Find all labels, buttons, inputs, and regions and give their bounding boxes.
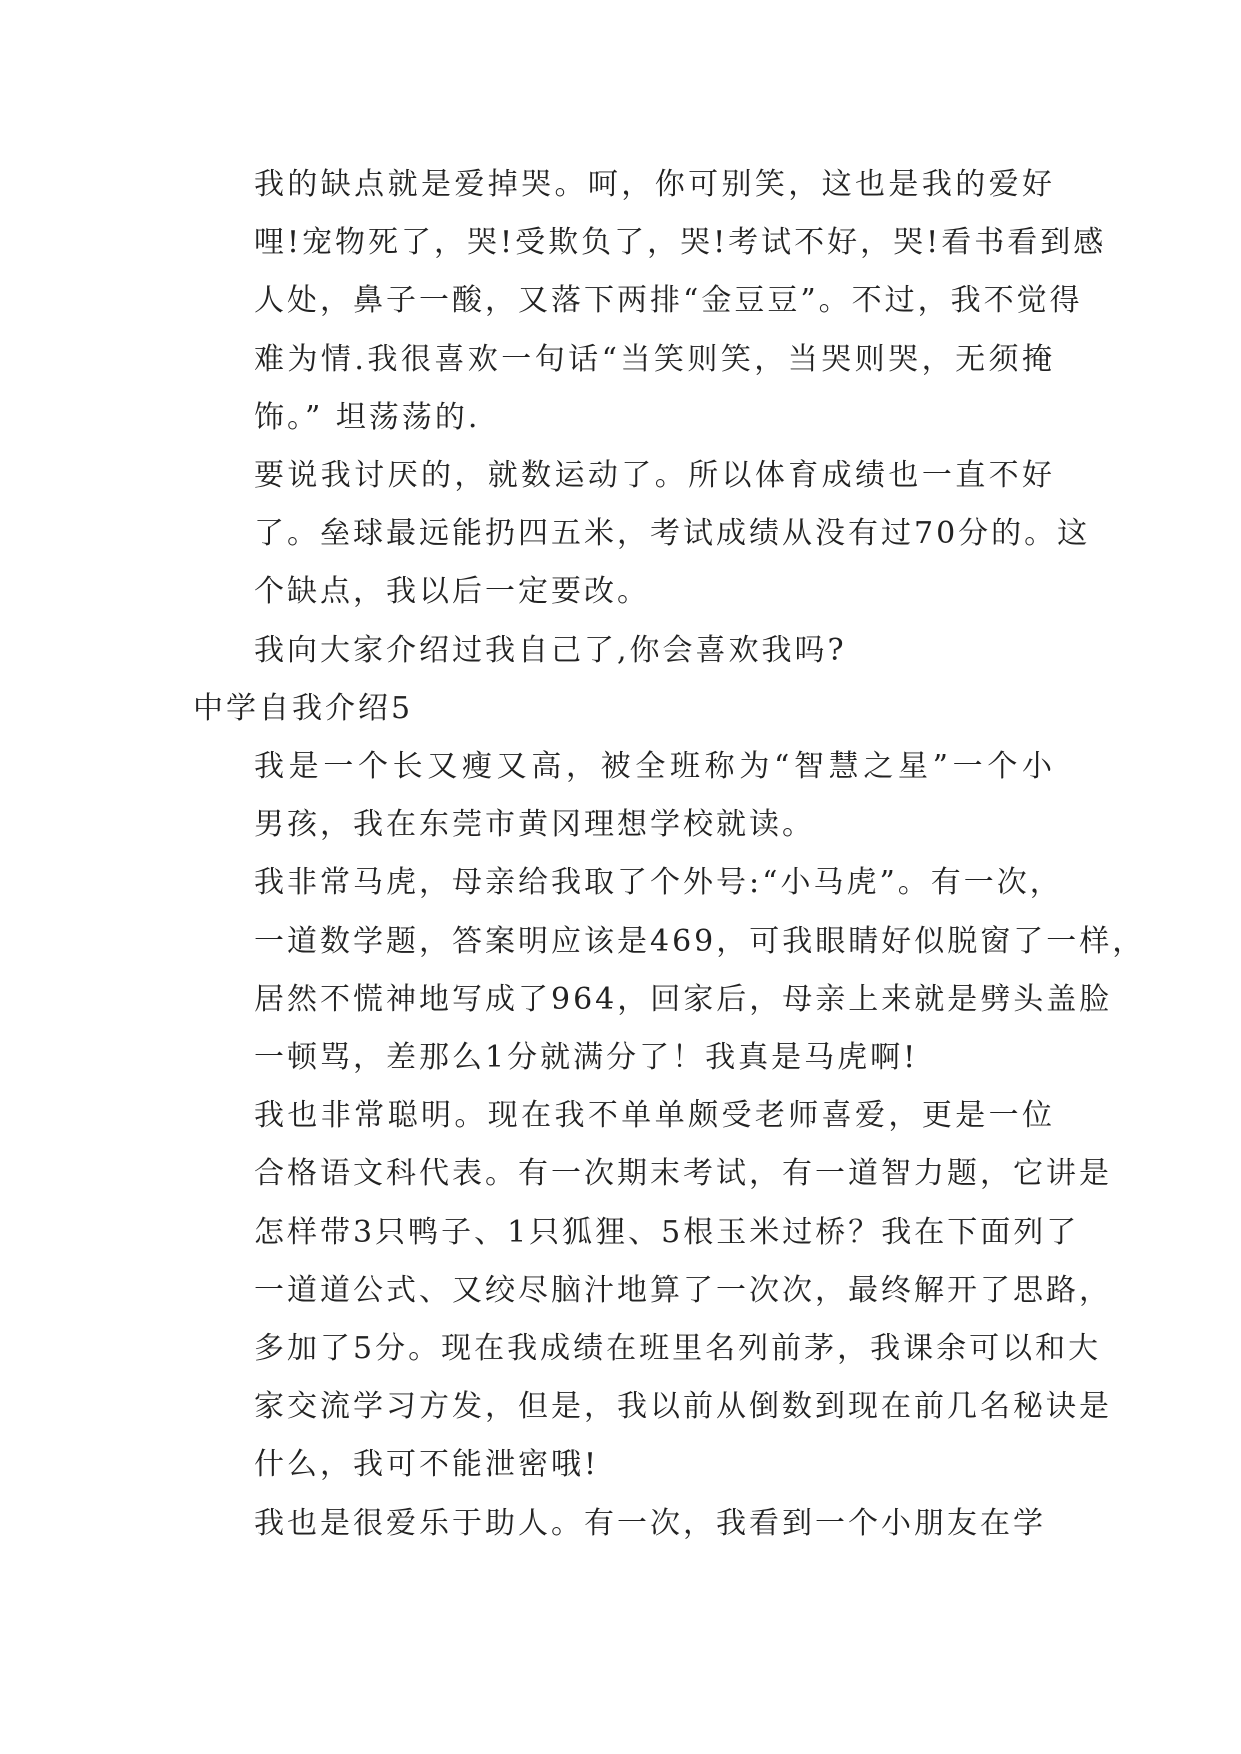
document-body <box>193 156 1146 1553</box>
text-line: 难为情.我很喜欢一句话“当笑则笑，当哭则哭，无须掩 <box>254 341 1055 377</box>
body-paragraph <box>193 447 1091 622</box>
text-line: 哩!宠物死了，哭!受欺负了，哭!考试不好，哭!看书看到感 <box>254 225 1107 261</box>
text-line: 我非常马虎，母亲给我取了个外号:“小马虎”。有一次， <box>254 865 1063 901</box>
text-line: 个缺点，我以后一定要改。 <box>254 574 650 610</box>
body-paragraph <box>193 1495 1055 1553</box>
text-line: 人处，鼻子一酸，又落下两排“金豆豆”。不过，我不觉得 <box>254 283 1083 319</box>
text-line: 了。垒球最远能扔四五米，考试成绩从没有过70分的。这 <box>254 516 1091 552</box>
text-line: 怎样带3只鸭子、1只狐狸、5根玉米过桥？我在下面列了 <box>254 1214 1080 1250</box>
text-line: 要说我讨厌的，就数运动了。所以体育成绩也一直不好 <box>254 458 1055 494</box>
text-line: 男孩，我在东莞市黄冈理想学校就读。 <box>254 807 815 843</box>
text-line: 中学自我介绍5 <box>193 690 414 726</box>
text-line: 我也非常聪明。现在我不单单颇受老师喜爱，更是一位 <box>254 1098 1055 1134</box>
text-line: 饰。” 坦荡荡的. <box>254 399 481 435</box>
text-line: 一顿骂，差那么1分就满分了！我真是马虎啊! <box>254 1040 919 1076</box>
text-line: 合格语文科代表。有一次期末考试，有一道智力题，它讲是 <box>254 1156 1112 1192</box>
text-line: 居然不慌神地写成了964，回家后，母亲上来就是劈头盖脸 <box>254 981 1113 1017</box>
body-paragraph <box>193 738 1055 854</box>
text-line: 我是一个长又瘦又高，被全班称为“智慧之星”一个小 <box>254 749 1055 785</box>
text-line: 我向大家介绍过我自己了,你会喜欢我吗? <box>254 632 847 668</box>
text-line: 我也是很爱乐于助人。有一次，我看到一个小朋友在学 <box>254 1505 1046 1541</box>
section-heading <box>193 680 1055 738</box>
text-line: 我的缺点就是爱掉哭。呵，你可别笑，这也是我的爱好 <box>254 167 1055 202</box>
body-paragraph <box>193 1087 1112 1494</box>
text-line: 什么，我可不能泄密哦! <box>254 1447 600 1483</box>
text-line: 多加了5分。现在我成绩在班里名列前茅，我课余可以和大 <box>254 1331 1102 1367</box>
body-paragraph <box>193 622 1055 680</box>
text-line: 一道数学题，答案明应该是469，可我眼睛好似脱窗了一样， <box>254 923 1146 959</box>
body-paragraph <box>193 156 1107 447</box>
text-line: 家交流学习方发，但是，我以前从倒数到现在前几名秘诀是 <box>254 1389 1112 1425</box>
body-paragraph <box>193 854 1146 1087</box>
text-line: 一道道公式、又绞尽脑汁地算了一次次，最终解开了思路， <box>254 1272 1112 1308</box>
